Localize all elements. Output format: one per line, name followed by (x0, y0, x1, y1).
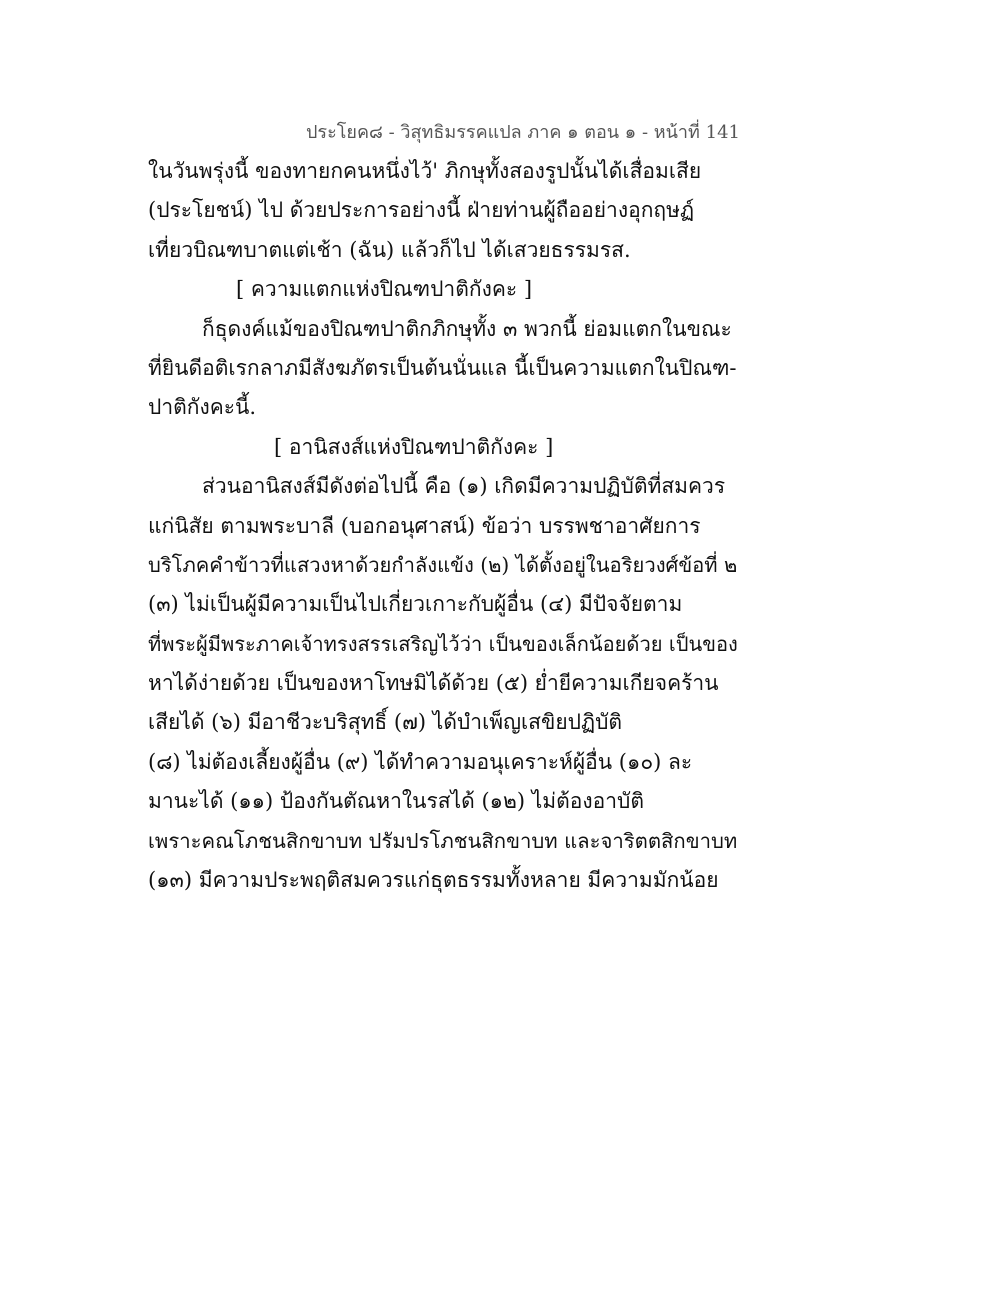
text-line: (๑๓) มีความประพฤติสมควรแก่ธุตธรรมทั้งหลาย มีความมักน้อย (148, 868, 719, 893)
text-line: ในวันพรุ่งนี้ ของทายกคนหนึ่งไว้' ภิกษุทั้งสองรูปนั้นได้เสื่อมเสีย (148, 159, 702, 183)
running-header: ประโยค๘ - วิสุทธิมรรคแปล ภาค ๑ ตอน ๑ - หน้าที่ 141 (306, 122, 740, 143)
text-line: แก่นิสัย ตามพระบาลี (บอกอนุศาสน์) ข้อว่า บรรพชาอาศัยการ (148, 513, 701, 538)
text-line: (ประโยชน์) ไป ด้วยประการอย่างนี้ ฝ่ายท่านผู้ถืออย่างอุกฤษฏ์ (148, 198, 695, 223)
text-line: (๘) ไม่ต้องเลี้ยงผู้อื่น (๙) ได้ทำความอนุเคราะห์ผู้อื่น (๑๐) ละ (148, 749, 693, 774)
page-body (148, 152, 738, 900)
text-line: บริโภคคำข้าวที่แสวงหาด้วยกำลังแข้ง (๒) ได้ตั้งอยู่ในอริยวงศ์ข้อที่ ๒ (148, 552, 738, 577)
text-line: หาได้ง่ายด้วย เป็นของหาโทษมิได้ด้วย (๕) ย่ำยีความเกียจคร้าน (148, 671, 719, 696)
section-heading: [ อานิสงส์แห่งปิณฑปาติกังคะ ] (274, 434, 554, 459)
text-line: (๓) ไม่เป็นผู้มีความเป็นไปเกี่ยวเกาะกับผู้อื่น (๔) มีปัจจัยตาม (148, 592, 683, 617)
text-line: เสียได้ (๖) มีอาชีวะบริสุทธิ์ (๗) ได้บำเพ็ญเสขิยปฏิบัติ (148, 710, 623, 735)
text-line: เพราะคณโภชนสิกขาบท ปรัมปรโภชนสิกขาบท และจาริตตสิกขาบท (148, 828, 738, 853)
text-line: ที่พระผู้มีพระภาคเจ้าทรงสรรเสริญไว้ว่า เป็นของเล็กน้อยด้วย เป็นของ (148, 631, 738, 656)
text-line: ที่ยินดีอติเรกลาภมีสังฆภัตรเป็นต้นนั่นแล นี้เป็นความแตกในปิณฑ- (148, 355, 737, 380)
text-line: ปาติกังคะนี้. (148, 395, 257, 420)
text-line: มานะได้ (๑๑) ป้องกันตัณหาในรสได้ (๑๒) ไม่ต้องอาบัติ (148, 789, 644, 814)
text-line: เที่ยวบิณฑบาตแต่เช้า (ฉัน) แล้วก็ไป ได้เสวยธรรมรส. (148, 237, 631, 262)
section-heading: [ ความแตกแห่งปิณฑปาติกังคะ ] (236, 277, 533, 302)
paragraph-first-line: ก็ธุดงค์แม้ของปิณฑปาติกภิกษุทั้ง ๓ พวกนี้ ย่อมแตกในขณะ (202, 316, 732, 341)
paragraph-first-line: ส่วนอานิสงส์มีดังต่อไปนี้ คือ (๑) เกิดมีความปฏิบัติที่สมควร (202, 474, 726, 499)
